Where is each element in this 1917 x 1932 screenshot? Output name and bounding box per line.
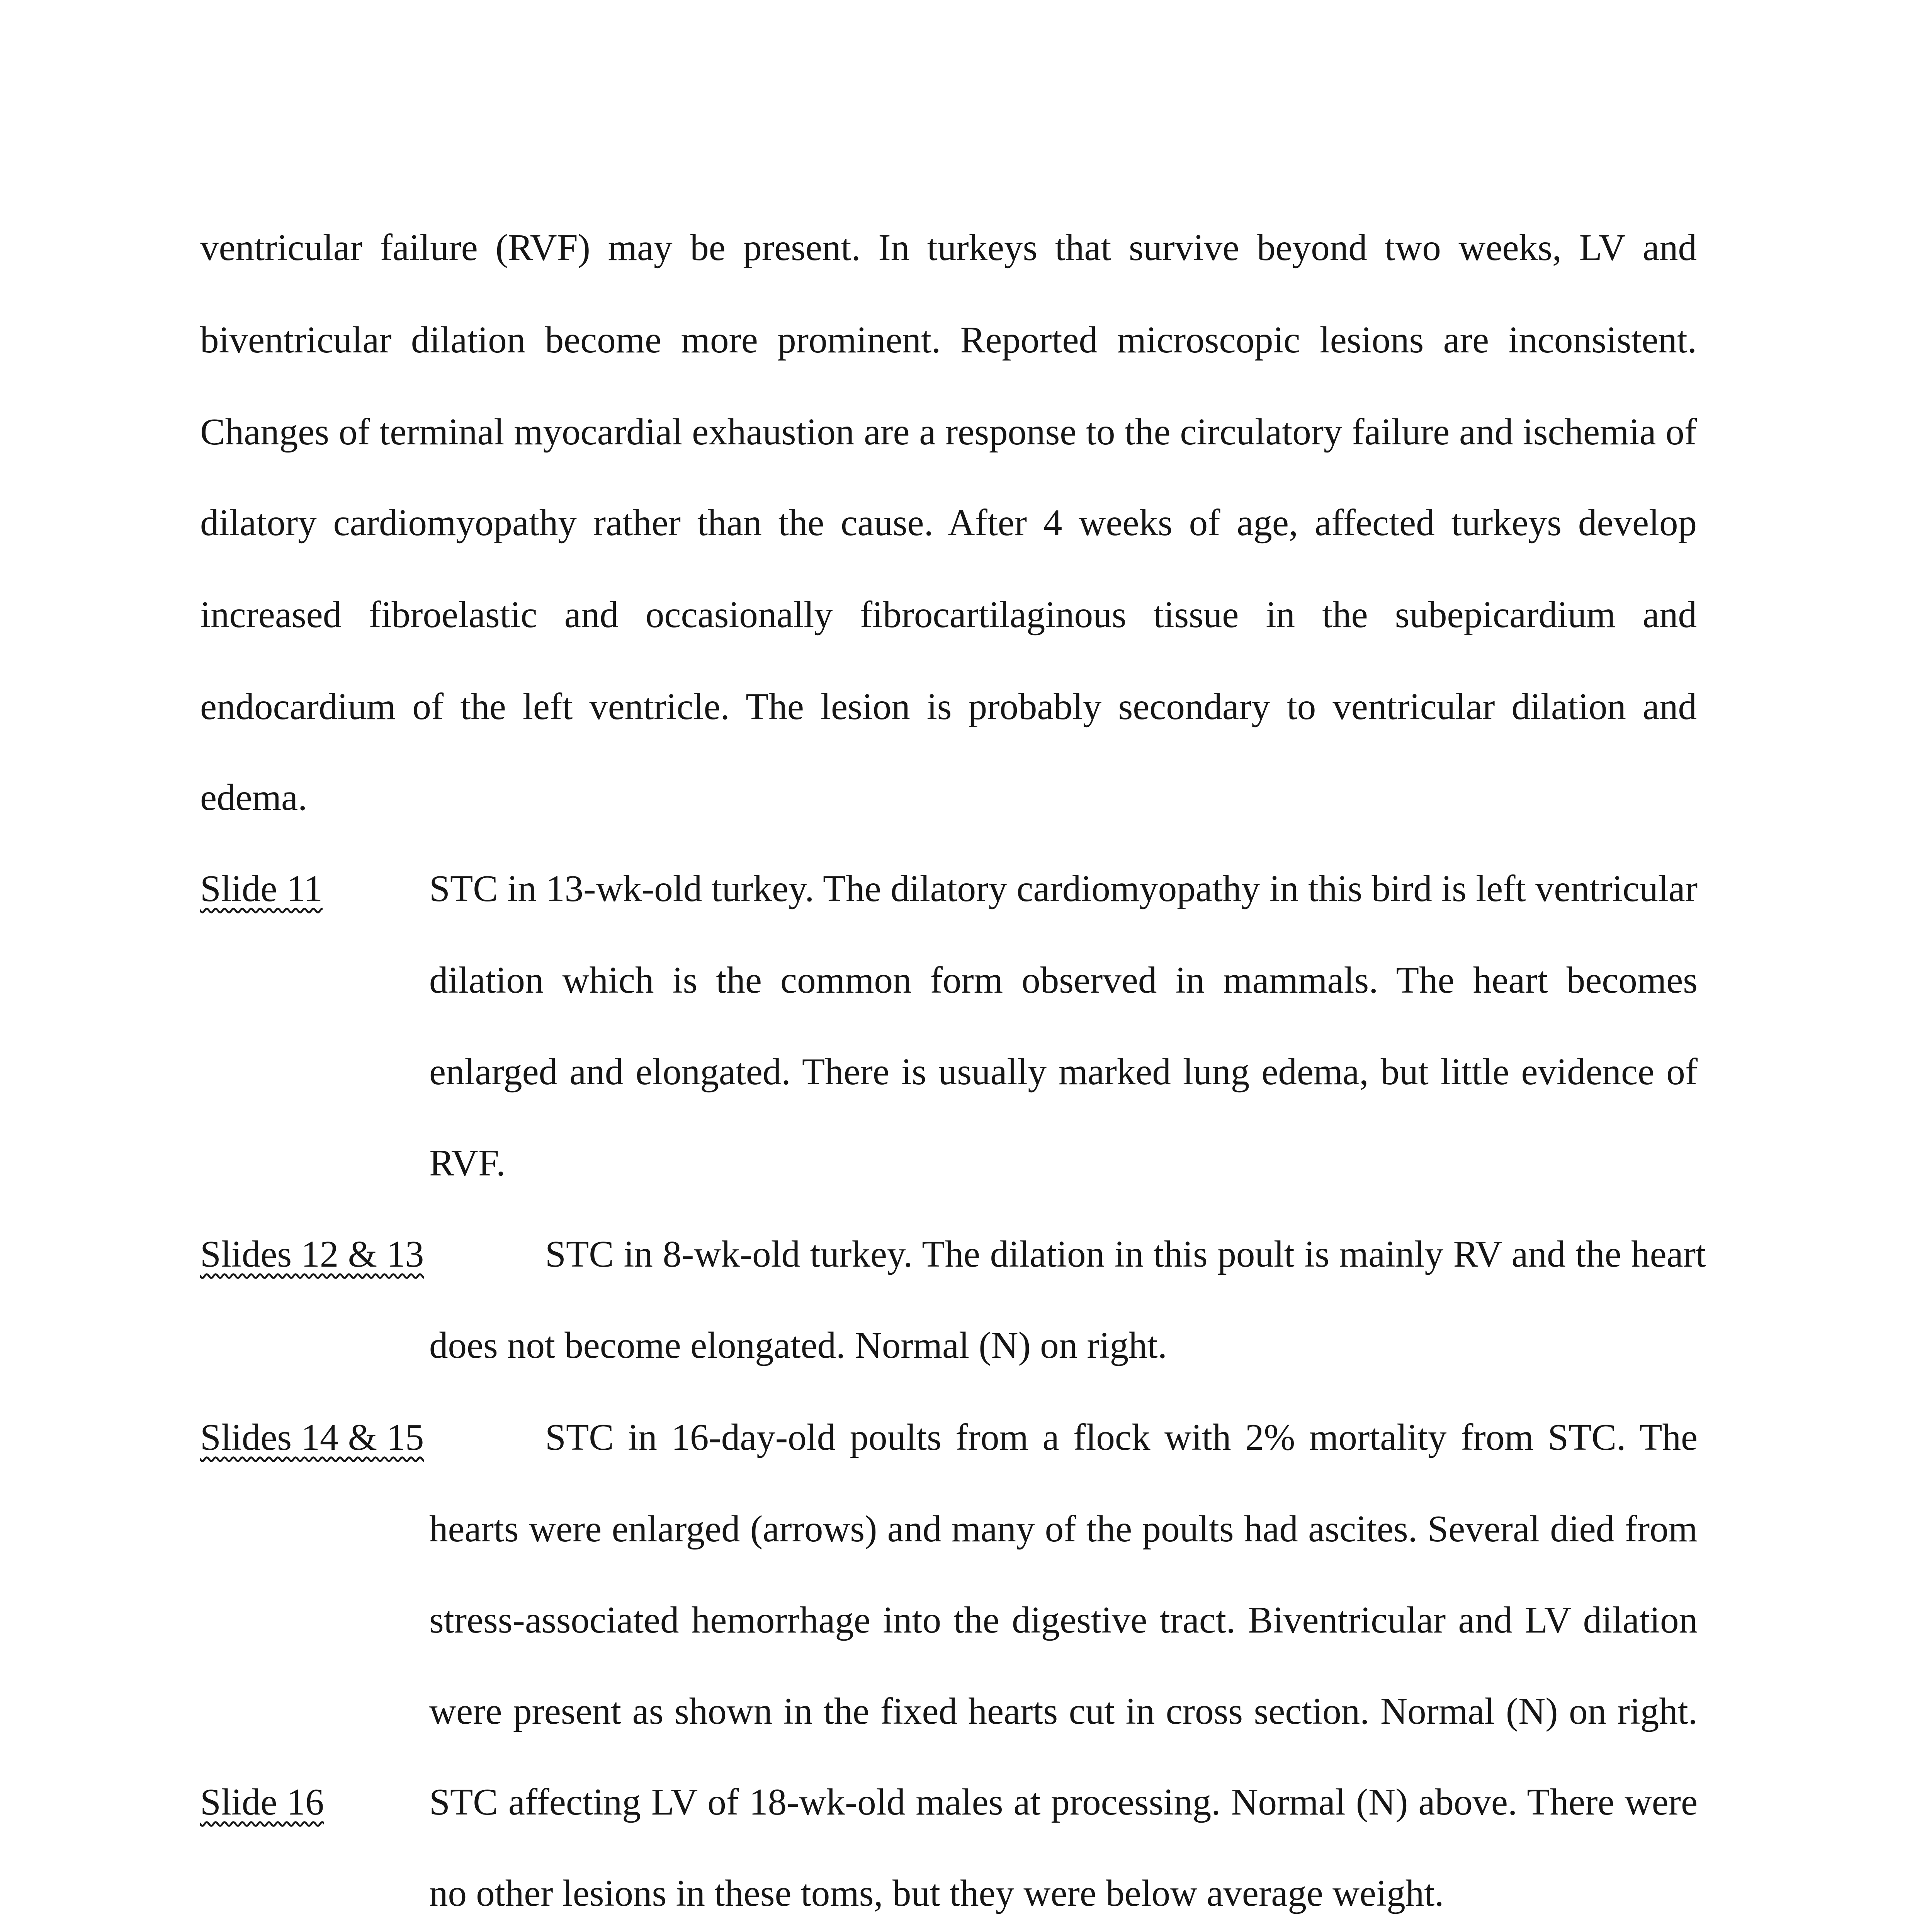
- slide-description-line: stress-associated hemorrhage into the digestive tract. Biventricular and LV dilation: [429, 1599, 1698, 1641]
- slide-label: Slide 11: [200, 868, 323, 909]
- paragraph-line: ventricular failure (RVF) may be present. In turkeys that survive beyond two weeks, LV and: [200, 227, 1697, 268]
- slide-description-line: were present as shown in the fixed hearts cut in cross section. Normal (N) on right.: [429, 1690, 1698, 1732]
- slide-description-line: dilation which is the common form observed in mammals. The heart becomes: [429, 959, 1698, 1001]
- slide-label: Slides 14 & 15: [200, 1417, 424, 1458]
- slide-label: Slide 16: [200, 1781, 324, 1823]
- paragraph-line: endocardium of the left ventricle. The lesion is probably secondary to ventricular dilation and: [200, 686, 1697, 727]
- paragraph-line: increased fibroelastic and occasionally fibrocartilaginous tissue in the subepicardium and: [200, 594, 1697, 635]
- slide-description-last-line: RVF.: [429, 1142, 506, 1184]
- slide-description-line: STC in 13-wk-old turkey. The dilatory cardiomyopathy in this bird is left ventricular: [429, 868, 1698, 909]
- slide-description-line: STC affecting LV of 18-wk-old males at processing. Normal (N) above. There were: [429, 1781, 1698, 1823]
- paragraph-line: Changes of terminal myocardial exhaustion are a response to the circulatory failure and ischemia of: [200, 411, 1697, 452]
- slide-description-last-line: no other lesions in these toms, but they were below average weight.: [429, 1872, 1444, 1914]
- slide-description-line: hearts were enlarged (arrows) and many of the poults had ascites. Several died from: [429, 1508, 1698, 1549]
- slide-description-last-line: does not become elongated. Normal (N) on right.: [429, 1325, 1167, 1366]
- paragraph-line: biventricular dilation become more prominent. Reported microscopic lesions are inconsistent.: [200, 319, 1697, 361]
- paragraph-last-line: edema.: [200, 777, 308, 818]
- paragraph-line: dilatory cardiomyopathy rather than the cause. After 4 weeks of age, affected turkeys develop: [200, 502, 1697, 543]
- slide-label: Slides 12 & 13: [200, 1233, 424, 1275]
- slide-description-line: STC in 16-day-old poults from a flock with 2% mortality from STC. The: [545, 1417, 1698, 1458]
- slide-description-line: enlarged and elongated. There is usually marked lung edema, but little evidence of: [429, 1051, 1698, 1092]
- slide-description-line: STC in 8-wk-old turkey. The dilation in this poult is mainly RV and the heart: [545, 1233, 1706, 1275]
